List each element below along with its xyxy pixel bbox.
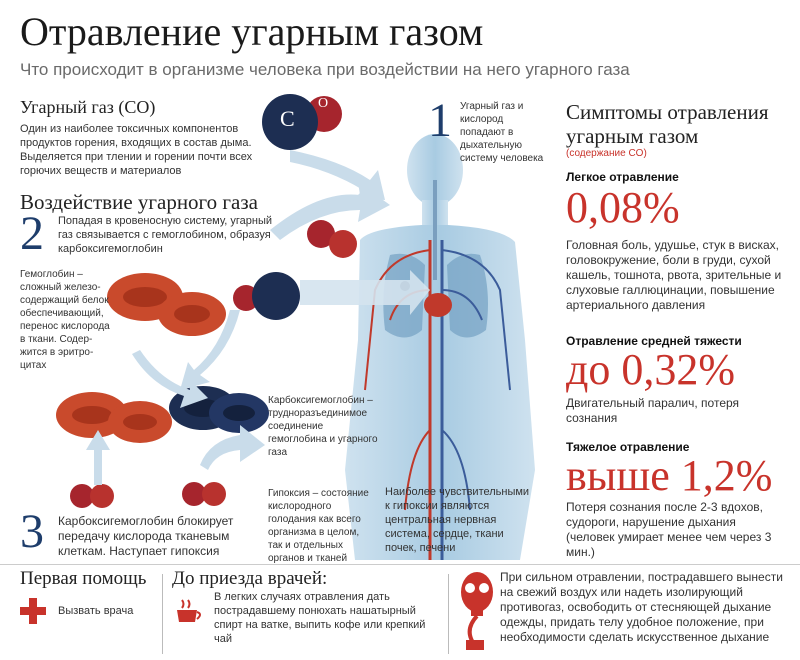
coffee-cup-icon: [174, 596, 204, 626]
level-3-text: Потеря сознания после 2-3 вдохов, судороги, нарушение дыхания (человек умирает менее чем через 3 мин.): [566, 500, 772, 559]
level-1-value: 0,08%: [566, 183, 680, 232]
level-1-text: Головная боль, удушье, стук в висках, головокружение, боли в груди, сухой кашель, тошнота, рвота, зрительные и слуховые галлюцинации, повышение артериального давления: [566, 238, 782, 312]
effect-title: Воздействие угарного газа: [20, 190, 258, 214]
molecule-o-label: O: [318, 96, 329, 111]
level-2-title: Отравление средней тяжести: [566, 334, 742, 348]
step-3-text: Карбоксигемоглобин блокирует передачу кислорода тканевым клеткам. Наступает гипоксия: [58, 514, 234, 558]
step-1-text: Угарный газ и кислород попадают в дыхательную систему человека: [460, 101, 544, 164]
red-cross-icon: [20, 598, 46, 624]
before-doctors-title: До приезда врачей:: [172, 568, 328, 589]
flow-arrow-2: [300, 270, 430, 340]
step-2-text: Попадая в кровеносную систему, угарный газ связывается с гемоглобином, образуя карбоксигемоглобин: [58, 215, 273, 255]
divider-1: [162, 574, 163, 654]
symptoms-title: Симптомы отравления угарным газом: [566, 100, 769, 148]
level-2-value: до 0,32%: [566, 345, 736, 394]
co-info-text: Один из наиболее токсичных компонентов продуктов горения, входящих в состав дыма. Выделяется при тлении и горении почти всех горючих веществ и материалов: [20, 123, 253, 177]
co-info-title: Угарный газ (CO): [20, 97, 156, 117]
level-3-value: выше 1,2%: [566, 451, 773, 500]
gas-mask-icon: [456, 570, 498, 652]
divider-2: [448, 574, 449, 654]
hemoglobin-note: Гемоглобин – сложный железо-содержащий белок обеспечивающий, перенос кислорода в ткани. Содер-жится в эритро-цитах: [20, 269, 110, 371]
molecule-c-label: C: [280, 106, 295, 131]
severe-aid-text: При сильном отравлении, пострадавшего вынести на свежий воздух или надеть изолирующий противогаз, освободить от стесняющей дыхание одежды, придать телу удобное положение, при необходимости сделать искусственное дыхание: [500, 570, 783, 644]
level-2-text: Двигательный паралич, потеря сознания: [566, 396, 740, 425]
step-1-number: 1: [428, 94, 452, 147]
carboxyhemoglobin-note: Карбоксигемоглобин – трудноразъединимое соединение гемоглобина и угарного газа: [268, 395, 378, 458]
bottom-divider: [0, 564, 800, 565]
first-aid-title: Первая помощь: [20, 568, 147, 589]
symptoms-subtitle: (содержание CO): [566, 148, 647, 159]
sensitive-organs-note: Наиболее чувствительными к гипоксии являются центральная нервная система, сердце, ткани почек, печени: [385, 486, 530, 554]
page-subtitle: Что происходит в организме человека при воздействии на него угарного газа: [20, 60, 630, 79]
call-doctor-text: Вызвать врача: [58, 605, 134, 617]
page-title: Отравление угарным газом: [20, 9, 484, 54]
step-2-number: 2: [20, 207, 44, 260]
step-3-number: 3: [20, 505, 44, 558]
level-1-title: Легкое отравление: [566, 170, 679, 184]
hypoxia-note: Гипоксия – состояние кислородного голодания как всего организма в целом, так и отдельных органов и тканей: [268, 488, 369, 564]
before-doctors-text: В легких случаях отравления дать пострадавшему понюхать нашатырный спирт на ватке, выпить кофе или крепкий чай: [214, 591, 426, 645]
level-3-title: Тяжелое отравление: [566, 440, 690, 454]
process-arrows: [80, 290, 280, 490]
